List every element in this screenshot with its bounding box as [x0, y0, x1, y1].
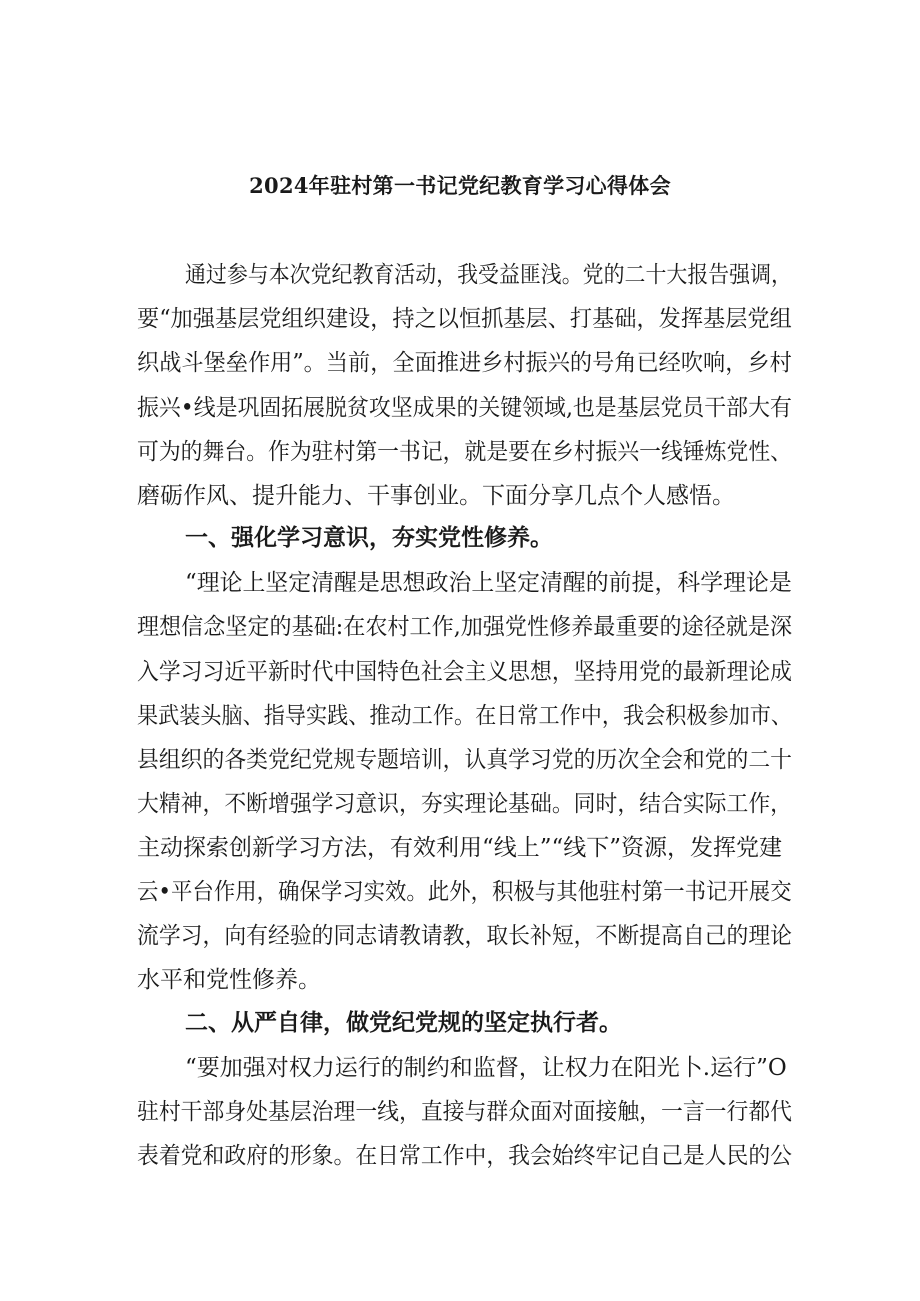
paragraph-line: 可为的舞台。作为驻村第一书记，就是要在乡村振兴一线锤炼党性、	[137, 439, 793, 465]
paragraph-line: 理想信念坚定的基础:在农村工作,加强党性修养最重要的途径就是深	[137, 614, 793, 640]
section-heading-2: 二、从严自律，做党纪党规的坚定执行者。	[185, 1009, 622, 1036]
paragraph-line: 驻村干部身处基层治理一线，直接与群众面对面接触，一言一行都代	[137, 1099, 793, 1125]
paragraph-line: 振兴•线是巩固拓展脱贫攻坚成果的关键领域,也是基层党员干部大有	[137, 395, 792, 421]
document-title: 2024年驻村第一书记党纪教育学习心得体会	[249, 173, 671, 198]
paragraph-line: 磨砺作风、提升能力、干事创业。下面分享几点个人感悟。	[137, 483, 735, 509]
paragraph-line: “理论上坚定清醒是思想政治上坚定清醒的前提，科学理论是	[185, 570, 792, 596]
paragraph-line: 织战斗堡垒作用”。当前，全面推进乡村振兴的号角已经吹响，乡村	[137, 350, 792, 376]
paragraph-line: 大精神，不断增强学习意识，夯实理论基础。同时，结合实际工作，	[137, 791, 793, 817]
paragraph-line: 云•平台作用，确保学习实效。此外，积极与其他驻村第一书记开展交	[137, 879, 792, 905]
paragraph-line: 流学习，向有经验的同志请教请教，取长补短，不断提高自己的理论	[137, 923, 793, 949]
section-heading-1: 一、强化学习意识，夯实党性修养。	[185, 524, 553, 551]
paragraph-line: 通过参与本次党纪教育活动，我受益匪浅。党的二十大报告强调，	[185, 262, 792, 288]
paragraph-line: 表着党和政府的形象。在日常工作中，我会始终牢记自己是人民的公	[137, 1143, 793, 1169]
paragraph-line: 水平和党性修养。	[137, 967, 321, 993]
paragraph-line: 果武装头脑、指导实践、推动工作。在日常工作中，我会积极参加市、	[137, 703, 793, 729]
paragraph-line: “要加强对权力运行的制约和监督，让权力在阳光卜.运行”O	[185, 1055, 787, 1081]
paragraph-line: 要“加强基层党组织建设，持之以恒抓基层、打基础，发挥基层党组	[137, 306, 792, 332]
paragraph-line: 入学习习近平新时代中国特色社会主义思想，坚持用党的最新理论成	[137, 659, 793, 685]
paragraph-line: 主动探索创新学习方法，有效利用“线上”“线下”资源，发挥党建	[137, 835, 783, 861]
paragraph-line: 县组织的各类党纪党规专题培训，认真学习党的历次全会和党的二十	[137, 747, 793, 773]
